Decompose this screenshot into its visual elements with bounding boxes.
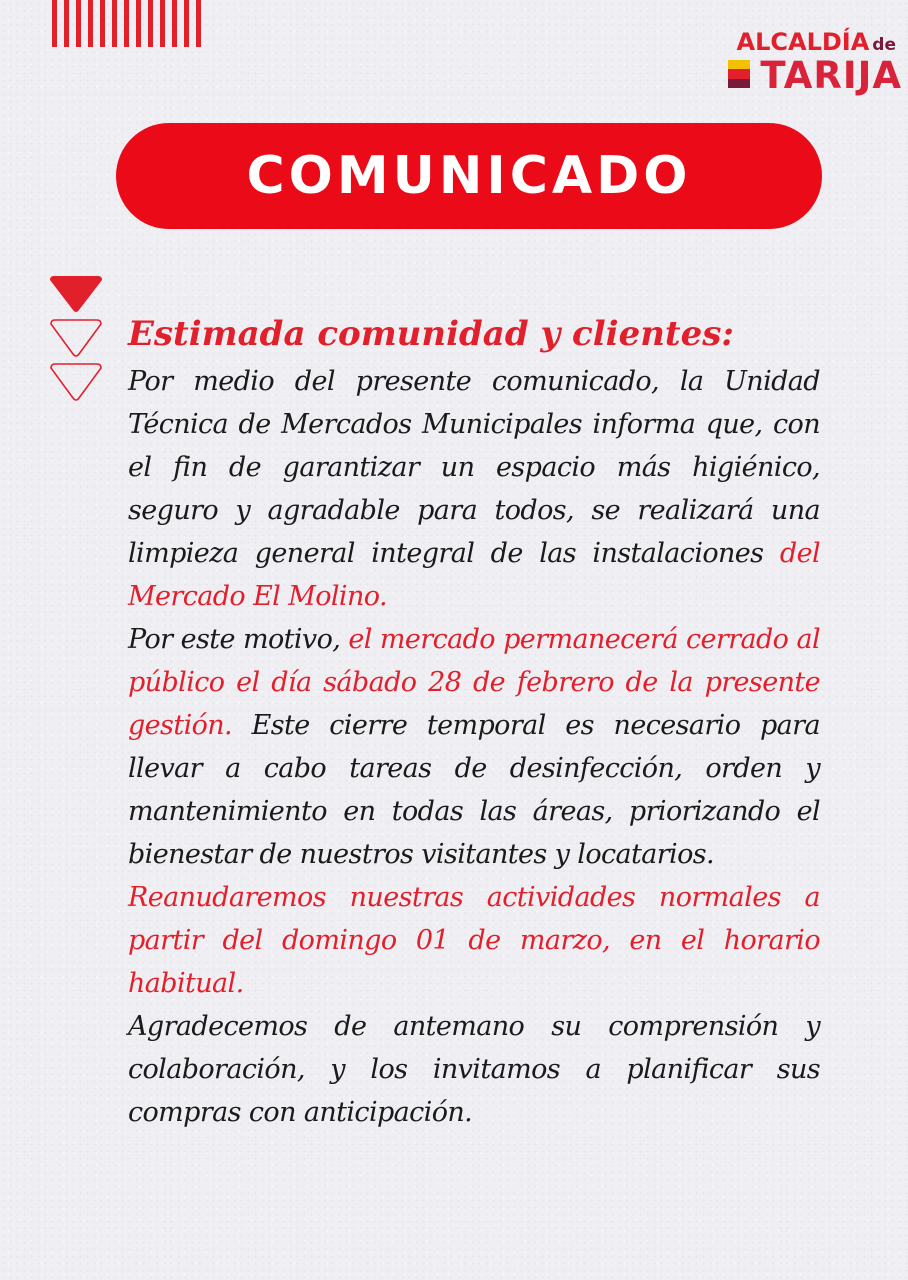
logo-de-text: de: [872, 35, 896, 55]
greeting-heading: Estimada comunidad y clientes:: [128, 314, 734, 354]
title-banner: [116, 123, 822, 229]
announcement-body: [128, 308, 820, 1134]
decorative-triangles-icon: [46, 274, 106, 414]
paragraph-2-intro: Por este motivo,: [128, 624, 349, 655]
logo-tarija-text: TARIJA: [760, 54, 902, 97]
paragraph-4-closing: Agradecemos de antemano su comprensión y colaboración, y los invitamos a planificar sus compras con anticipación.: [128, 1011, 820, 1128]
paragraph-1: [128, 360, 820, 618]
decorative-stripes: [52, 0, 220, 47]
logo-alcaldia-text: ALCALDÍA: [736, 28, 870, 56]
banner-title: COMUNICADO: [246, 146, 692, 206]
flag-icon: [728, 60, 750, 88]
paragraph-3-resume-notice: Reanudaremos nuestras actividades normales a partir del domingo 01 de marzo, en el horario habitual.: [128, 882, 820, 999]
alcaldia-tarija-logo: [720, 28, 902, 98]
paragraph-2: [128, 618, 820, 876]
paragraph-2-text: Este cierre temporal es necesario para llevar a cabo tareas de desinfección, orden y mantenimiento en todas las áreas, priorizando el bienestar de nuestros visitantes y locatarios.: [128, 710, 820, 870]
paragraph-1-text: Por medio del presente comunicado, la Unidad Técnica de Mercados Municipales informa que, con el fin de garantizar un espacio más higiénico, seguro y agradable para todos, se realizará una limpieza general integral de las instalaciones: [128, 366, 820, 569]
paragraph-2-highlight: el mercado permanecerá cerrado al público el día sábado 28 de febrero de la presente gestión.: [128, 624, 820, 741]
paragraph-1-highlight: del Mercado El Molino.: [128, 538, 820, 612]
